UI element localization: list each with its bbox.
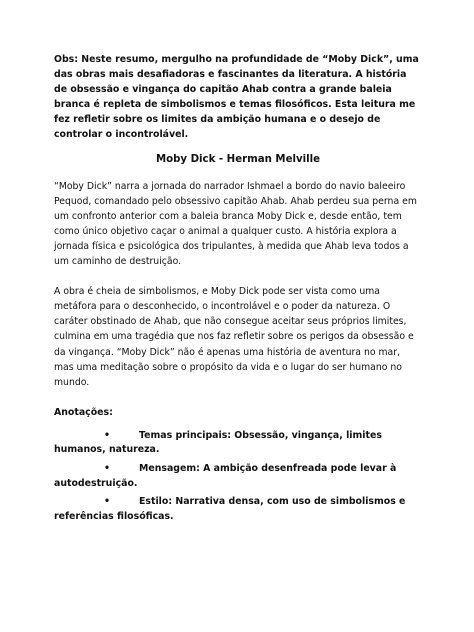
note-item-themes [54,429,422,458]
summary-paragraph-2: A obra é cheia de simbolismos, e Moby Dick pode ser vista como uma metáfora para o desconhecido, o incontrolável e o poder da natureza. O caráter obstinado de Ahab, que não consegue aceitar seus próprios limites, culmina em uma tragédia que nos faz refletir sobre os perigos da obsessão e da vingança. “Moby Dick” não é apenas uma história de aventura no mar, mas uma meditação sobre o propósito da vida e o lugar do ser humano no mundo. [54,286,414,388]
note-text: Mensagem: A ambição desenfreada pode levar à autodestruição. [54,462,397,489]
notes-list [54,429,422,525]
document-title: Moby Dick - Herman Melville [155,153,320,165]
note-text: Temas principais: Obsessão, vingança, limites humanos, natureza. [54,429,382,456]
intro-note: Obs: Neste resumo, mergulho na profundidade de “Moby Dick”, uma das obras mais desafiadoras e fascinantes da literatura. A história de obsessão e vingança do capitão Ahab contra a grande baleia branca é repleta de simbolismos e temas filosóficos. Esta leitura me fez refletir sobre os limites da ambição humana e o desejo de controlar o incontrolável. [54,54,419,141]
notes-heading: Anotações: [54,406,113,418]
summary-paragraph-1: “Moby Dick” narra a jornada do narrador Ishmael a bordo do navio baleeiro Pequod, comandado pelo obsessivo capitão Ahab. Ahab perdeu sua perna em um confronto anterior com a baleia branca Moby Dick e, desde então, tem como único objetivo caçar o animal a qualquer custo. A história explora a jornada física e psicológica dos tripulantes, à medida que Ahab leva todos a um caminho de destruição. [54,180,417,268]
note-item-style [54,495,422,524]
bullet-icon: • [104,462,110,474]
bullet-icon: • [104,429,110,441]
note-item-message [54,462,422,491]
bullet-icon: • [104,496,110,508]
note-text: Estilo: Narrativa densa, com uso de simbolismos e referências filosóficas. [54,496,406,522]
